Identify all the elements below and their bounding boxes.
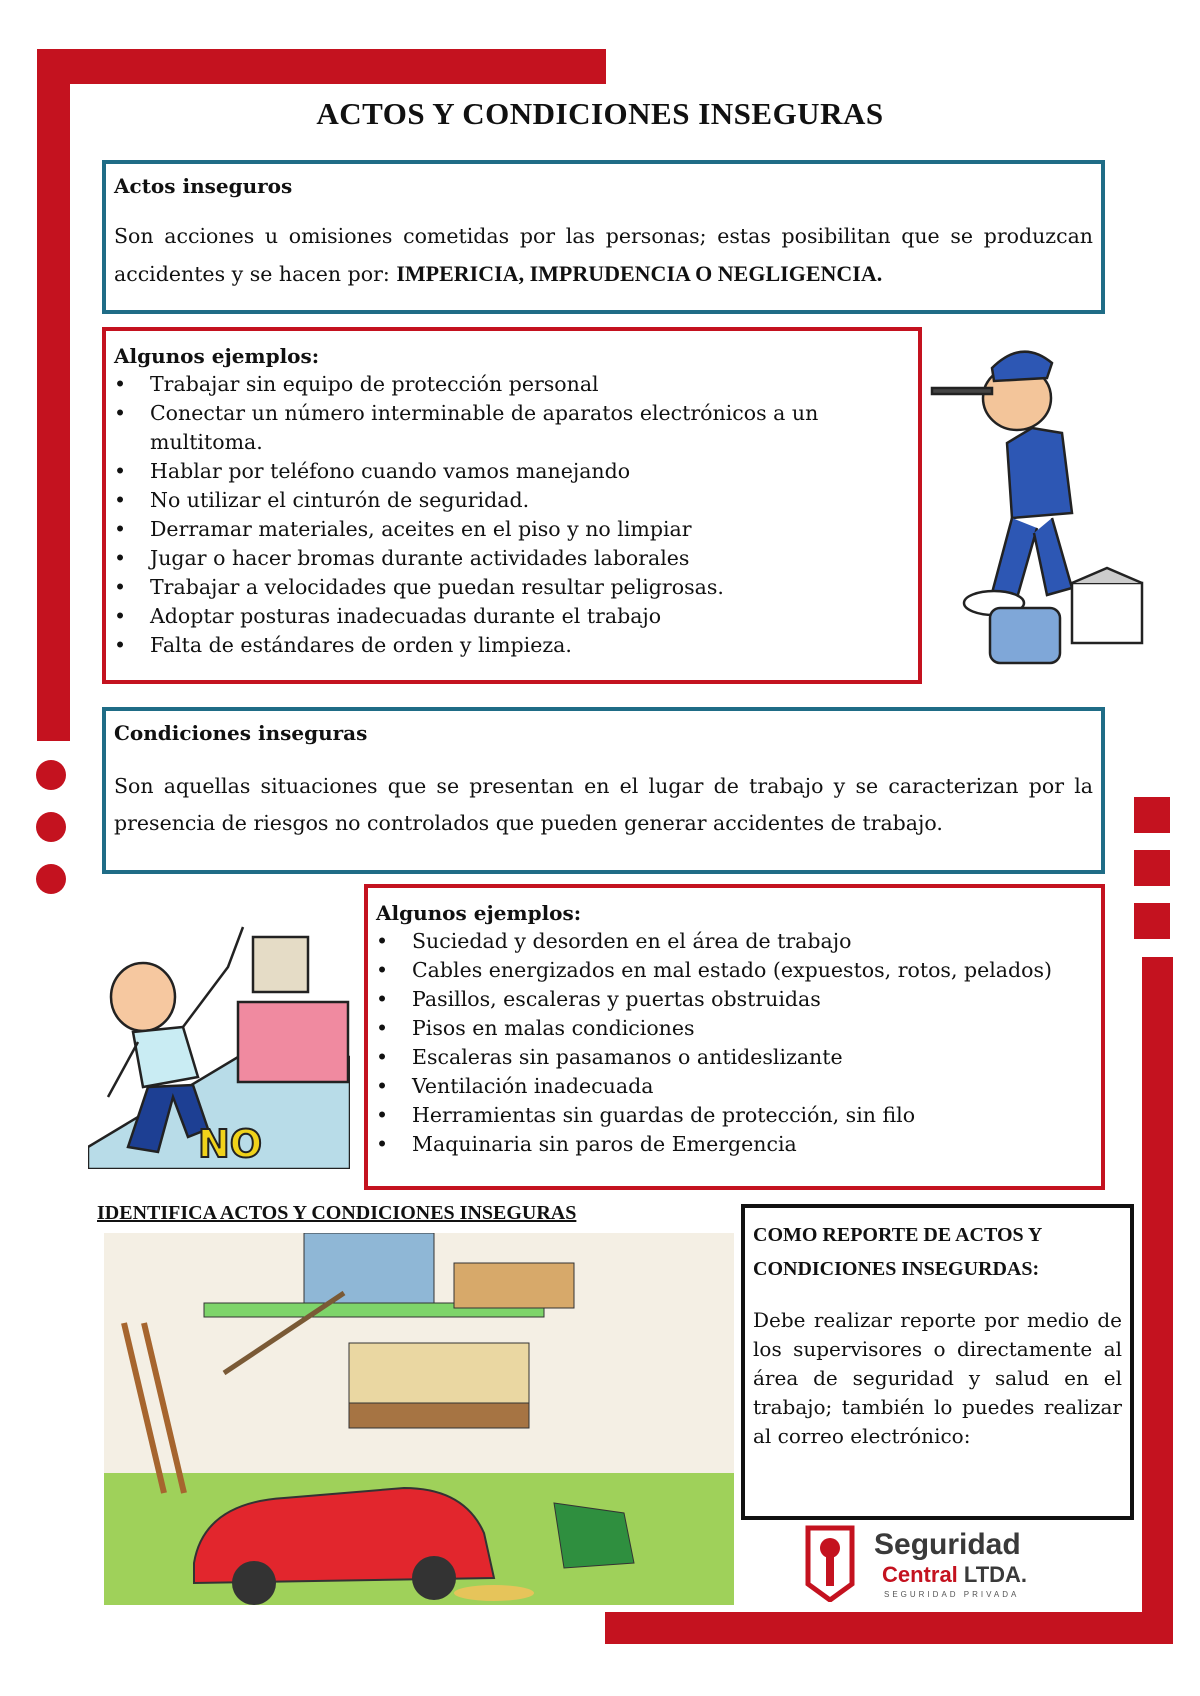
list-item: • Hablar por teléfono cuando vamos manejando — [114, 457, 910, 486]
list-item: • Herramientas sin guardas de protección, sin filo — [376, 1101, 1093, 1130]
list-item: • Adoptar posturas inadecuadas durante el trabajo — [114, 602, 910, 631]
logo-ltda: LTDA. — [957, 1562, 1028, 1587]
actos-inseguros-box — [102, 160, 1105, 314]
condiciones-inseguras-box — [102, 707, 1105, 874]
list-item: • Cables energizados en mal estado (expuestos, rotos, pelados) — [376, 956, 1093, 985]
frame-top-bar — [37, 49, 606, 84]
list-item: • Jugar o hacer bromas durante actividades laborales — [114, 544, 910, 573]
list-item: • Falta de estándares de orden y limpieza. — [114, 631, 910, 660]
decor-square — [1134, 903, 1170, 939]
no-sign-text: NO — [198, 1122, 263, 1166]
actos-emphasis: IMPERICIA, IMPRUDENCIA O NEGLIGENCIA. — [396, 261, 883, 286]
page-title: ACTOS Y CONDICIONES INSEGURAS — [316, 96, 884, 131]
slipping-worker-illustration — [88, 907, 350, 1169]
company-logo — [800, 1524, 1070, 1604]
list-item: • Escaleras sin pasamanos o antideslizante — [376, 1043, 1093, 1072]
mechanic-illustration — [922, 333, 1154, 673]
identifica-heading: IDENTIFICA ACTOS Y CONDICIONES INSEGURAS — [97, 1202, 577, 1224]
condiciones-heading: Condiciones inseguras — [114, 721, 368, 745]
actos-text — [114, 218, 1093, 293]
reporte-text: Debe realizar reporte por medio de los supervisores o directamente al área de seguridad y salud en el trabajo; también lo puedes realizar al correo electrónico: — [753, 1308, 1122, 1448]
list-item: • Conectar un número interminable de aparatos electrónicos a un multitoma. — [114, 399, 910, 457]
actos-ejemplos-heading: Algunos ejemplos: — [114, 344, 320, 368]
list-item: • Derramar materiales, aceites en el piso y no limpiar — [114, 515, 910, 544]
list-item: • Trabajar a velocidades que puedan resultar peligrosas. — [114, 573, 910, 602]
condiciones-ejemplos-list — [376, 927, 1093, 1159]
decor-dot — [36, 864, 66, 894]
actos-heading: Actos inseguros — [114, 174, 293, 198]
decor-square — [1134, 850, 1170, 886]
actos-ejemplos-box — [102, 327, 922, 684]
frame-left-bar — [37, 49, 70, 741]
decor-square — [1134, 797, 1170, 833]
logo-central: Central — [882, 1562, 958, 1587]
list-item: • Trabajar sin equipo de protección personal — [114, 370, 910, 399]
list-item: • Suciedad y desorden en el área de trabajo — [376, 927, 1093, 956]
decor-dot — [36, 812, 66, 842]
frame-right-bar — [1142, 957, 1173, 1641]
workshop-illustration — [104, 1233, 734, 1605]
list-item: • Pisos en malas condiciones — [376, 1014, 1093, 1043]
logo-subname — [882, 1562, 1027, 1588]
condiciones-ejemplos-heading: Algunos ejemplos: — [376, 901, 582, 925]
list-item: • No utilizar el cinturón de seguridad. — [114, 486, 910, 515]
list-item: • Maquinaria sin paros de Emergencia — [376, 1130, 1093, 1159]
reporte-heading: COMO REPORTE DE ACTOS Y CONDICIONES INSEGURDAS: — [753, 1224, 1042, 1280]
reporte-box — [741, 1204, 1134, 1520]
key-icon — [800, 1524, 860, 1602]
condiciones-text: Son aquellas situaciones que se presentan en el lugar de trabajo y se caracterizan por la presencia de riesgos no controlados que pueden generar accidentes de trabajo. — [114, 774, 1093, 835]
list-item: • Pasillos, escaleras y puertas obstruidas — [376, 985, 1093, 1014]
logo-name: Seguridad — [874, 1528, 1021, 1561]
logo-tagline: SEGURIDAD PRIVADA — [884, 1590, 1020, 1599]
list-item: • Ventilación inadecuada — [376, 1072, 1093, 1101]
condiciones-ejemplos-box — [364, 884, 1105, 1190]
actos-description: Son acciones u omisiones cometidas por las personas; estas posibilitan que se produzcan accidentes y se hacen por: — [114, 224, 1093, 286]
frame-bottom-bar — [605, 1612, 1173, 1644]
actos-ejemplos-list — [114, 370, 910, 660]
decor-dot — [36, 760, 66, 790]
